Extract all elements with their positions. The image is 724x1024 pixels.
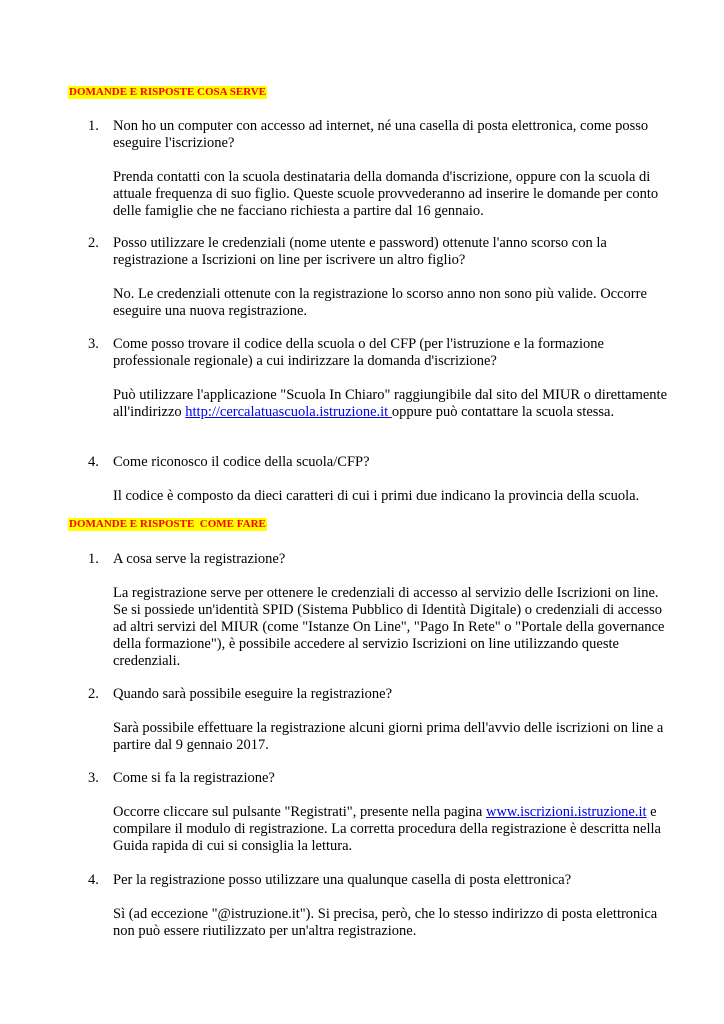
faq-question: A cosa serve la registrazione? [113, 551, 286, 567]
item-number: 2. [88, 686, 99, 702]
faq-question: Come riconosco il codice della scuola/CFP? [113, 454, 370, 470]
faq-item [88, 872, 668, 940]
section-heading-come-fare: DOMANDE E RISPOSTE COME FARE [69, 518, 266, 530]
faq-answer: Prenda contatti con la scuola destinataria della domanda d'iscrizione, oppure con la scuola di attuale frequenza di suo figlio. Queste scuole provvederanno ad inserire le domande per conto delle famiglie che ne facciano richiesta a partire dal 16 gennaio. [113, 169, 659, 219]
answer-text: oppure può contattare la scuola stessa. [391, 404, 615, 420]
answer-text: Può utilizzare l'applicazione "Scuola In Chiaro" raggiungibile dal sito del MIUR o direttamente all'indirizzo [113, 387, 668, 420]
section-heading-cosa-serve: DOMANDE E RISPOSTE COSA SERVE [69, 86, 267, 98]
item-number: 3. [88, 336, 99, 352]
faq-question: Come si fa la registrazione? [113, 770, 275, 786]
faq-item [88, 686, 668, 754]
item-number: 1. [88, 551, 99, 567]
faq-answer: Sì (ad eccezione "@istruzione.it"). Si precisa, però, che lo stesso indirizzo di posta elettronica non può essere riutilizzato per un'altra registrazione. [113, 906, 658, 939]
faq-question: Per la registrazione posso utilizzare una qualunque casella di posta elettronica? [113, 872, 572, 888]
faq-question: Quando sarà possibile eseguire la registrazione? [113, 686, 393, 702]
faq-answer: No. Le credenziali ottenute con la registrazione lo scorso anno non sono più valide. Occorre eseguire una nuova registrazione. [113, 286, 647, 319]
faq-answer [113, 804, 668, 855]
item-number: 3. [88, 770, 99, 786]
item-number: 4. [88, 872, 99, 888]
faq-answer: La registrazione serve per ottenere le credenziali di accesso al servizio delle Iscrizioni on line. Se si possiede un'identità SPID (Sistema Pubblico di Identità Digitale) o credenziali di accesso ad altri servizi del MIUR (come "Istanze On Line", "Pago In Rete" o "Portale della governance della formazione"), è possibile accedere al servizio Iscrizioni on line utilizzando queste credenziali. [113, 585, 665, 669]
item-number: 1. [88, 118, 99, 134]
faq-question: Come posso trovare il codice della scuola o del CFP (per l'istruzione e la formazione professionale regionale) a cui indirizzare la domanda d'iscrizione? [113, 336, 604, 369]
faq-question: Non ho un computer con accesso ad internet, né una casella di posta elettronica, come posso eseguire l'iscrizione? [113, 118, 649, 151]
item-number: 4. [88, 454, 99, 470]
answer-text: Occorre cliccare sul pulsante "Registrati", presente nella pagina [113, 804, 486, 820]
faq-item [88, 770, 668, 855]
faq-item [88, 235, 668, 320]
faq-answer: Il codice è composto da dieci caratteri di cui i primi due indicano la provincia della scuola. [113, 488, 640, 504]
faq-item [88, 118, 668, 220]
faq-question: Posso utilizzare le credenziali (nome utente e password) ottenute l'anno scorso con la registrazione a Iscrizioni on line per iscrivere un altro figlio? [113, 235, 607, 268]
faq-item [88, 336, 668, 421]
faq-item [88, 454, 668, 505]
faq-answer: Sarà possibile effettuare la registrazione alcuni giorni prima dell'avvio delle iscrizioni on line a partire dal 9 gennaio 2017. [113, 720, 664, 753]
faq-answer [113, 387, 668, 421]
iscrizioni-link[interactable]: www.iscrizioni.istruzione.it [485, 804, 647, 820]
faq-item [88, 551, 668, 670]
answer-text: e compilare il modulo di registrazione. La corretta procedura della registrazione è descritta nella Guida rapida di cui si consiglia la lettura. [113, 804, 661, 854]
scuola-in-chiaro-link[interactable]: http://cercalatuascuola.istruzione.it [185, 404, 392, 420]
item-number: 2. [88, 235, 99, 251]
